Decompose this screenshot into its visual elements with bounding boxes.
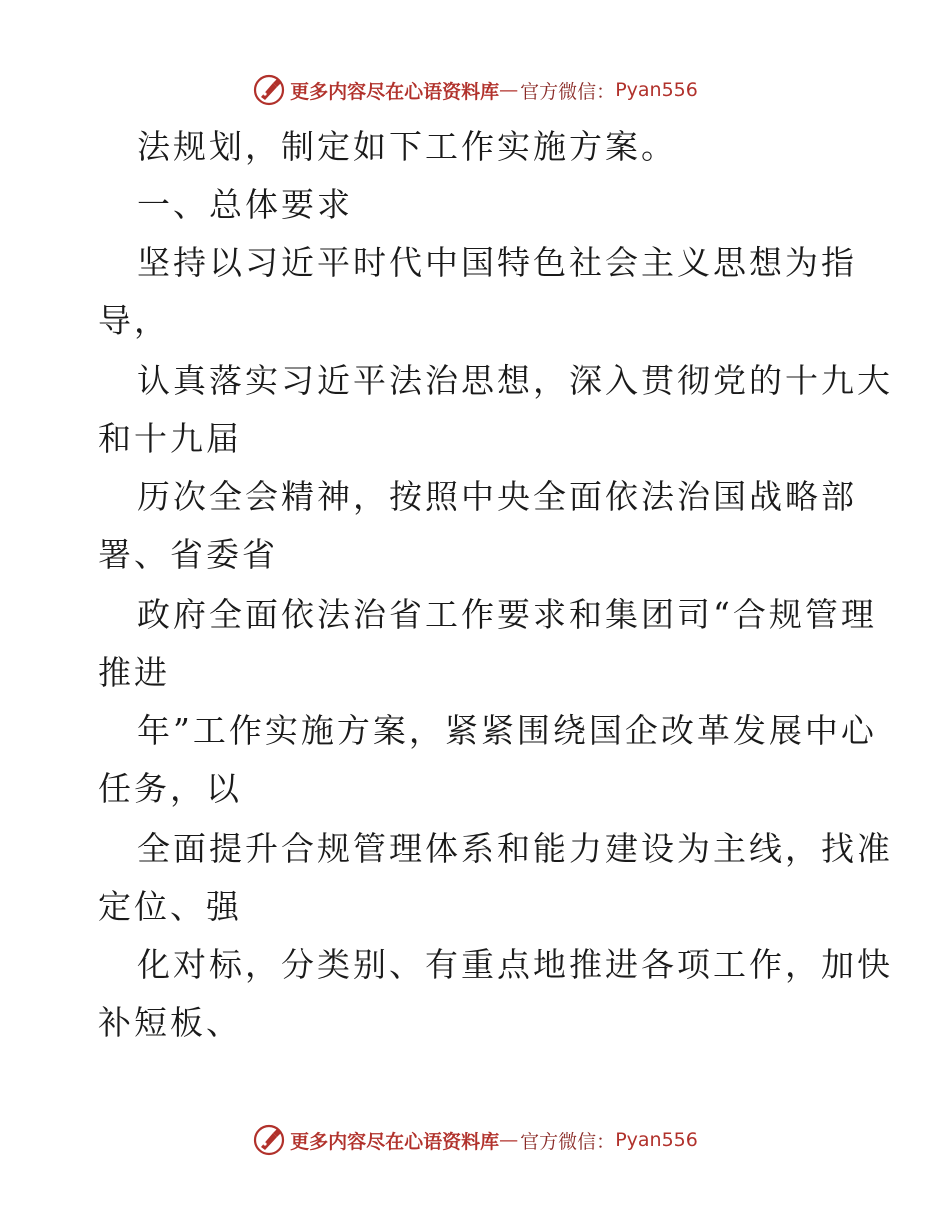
header-official-label: 官方微信： <box>520 80 616 103</box>
body-line: 全面提升合规管理体系和能力建设为主线，找准 <box>137 829 893 868</box>
footer-banner <box>0 1120 950 1160</box>
header-banner <box>0 70 950 110</box>
body-line: 定位、强 <box>98 887 242 926</box>
footer-dash: — <box>499 1129 519 1151</box>
body-line: 署、省委省 <box>98 535 278 574</box>
body-line: 推进 <box>98 653 170 692</box>
body-line: 政府全面依法治省工作要求和集团司“合规管理 <box>137 595 877 634</box>
pen-nib-logo-icon <box>252 1123 286 1157</box>
footer-official-label: 官方微信： <box>520 1130 616 1153</box>
pen-nib-logo-icon <box>252 73 286 107</box>
header-wechat-handle: Pyan556 <box>615 79 698 101</box>
header-dash: — <box>499 79 519 101</box>
body-line: 认真落实习近平法治思想，深入贯彻党的十九大 <box>137 361 893 400</box>
footer-wechat-handle: Pyan556 <box>615 1129 698 1151</box>
body-line: 年”工作实施方案，紧紧围绕国企改革发展中心 <box>137 711 877 750</box>
footer-brand-text: 更多内容尽在心语资料库 <box>290 1130 500 1153</box>
body-line: 和十九届 <box>98 419 242 458</box>
header-brand-text: 更多内容尽在心语资料库 <box>290 80 500 103</box>
body-line: 任务，以 <box>98 769 242 808</box>
body-line: 坚持以习近平时代中国特色社会主义思想为指 <box>137 243 857 282</box>
body-line: 化对标，分类别、有重点地推进各项工作，加快 <box>137 945 893 984</box>
body-line: 法规划，制定如下工作实施方案。 <box>137 127 677 166</box>
body-line: 导， <box>98 301 170 340</box>
section-heading: 一、总体要求 <box>137 185 353 224</box>
body-line: 补短板、 <box>98 1003 242 1042</box>
body-line: 历次全会精神，按照中央全面依法治国战略部 <box>137 477 857 516</box>
